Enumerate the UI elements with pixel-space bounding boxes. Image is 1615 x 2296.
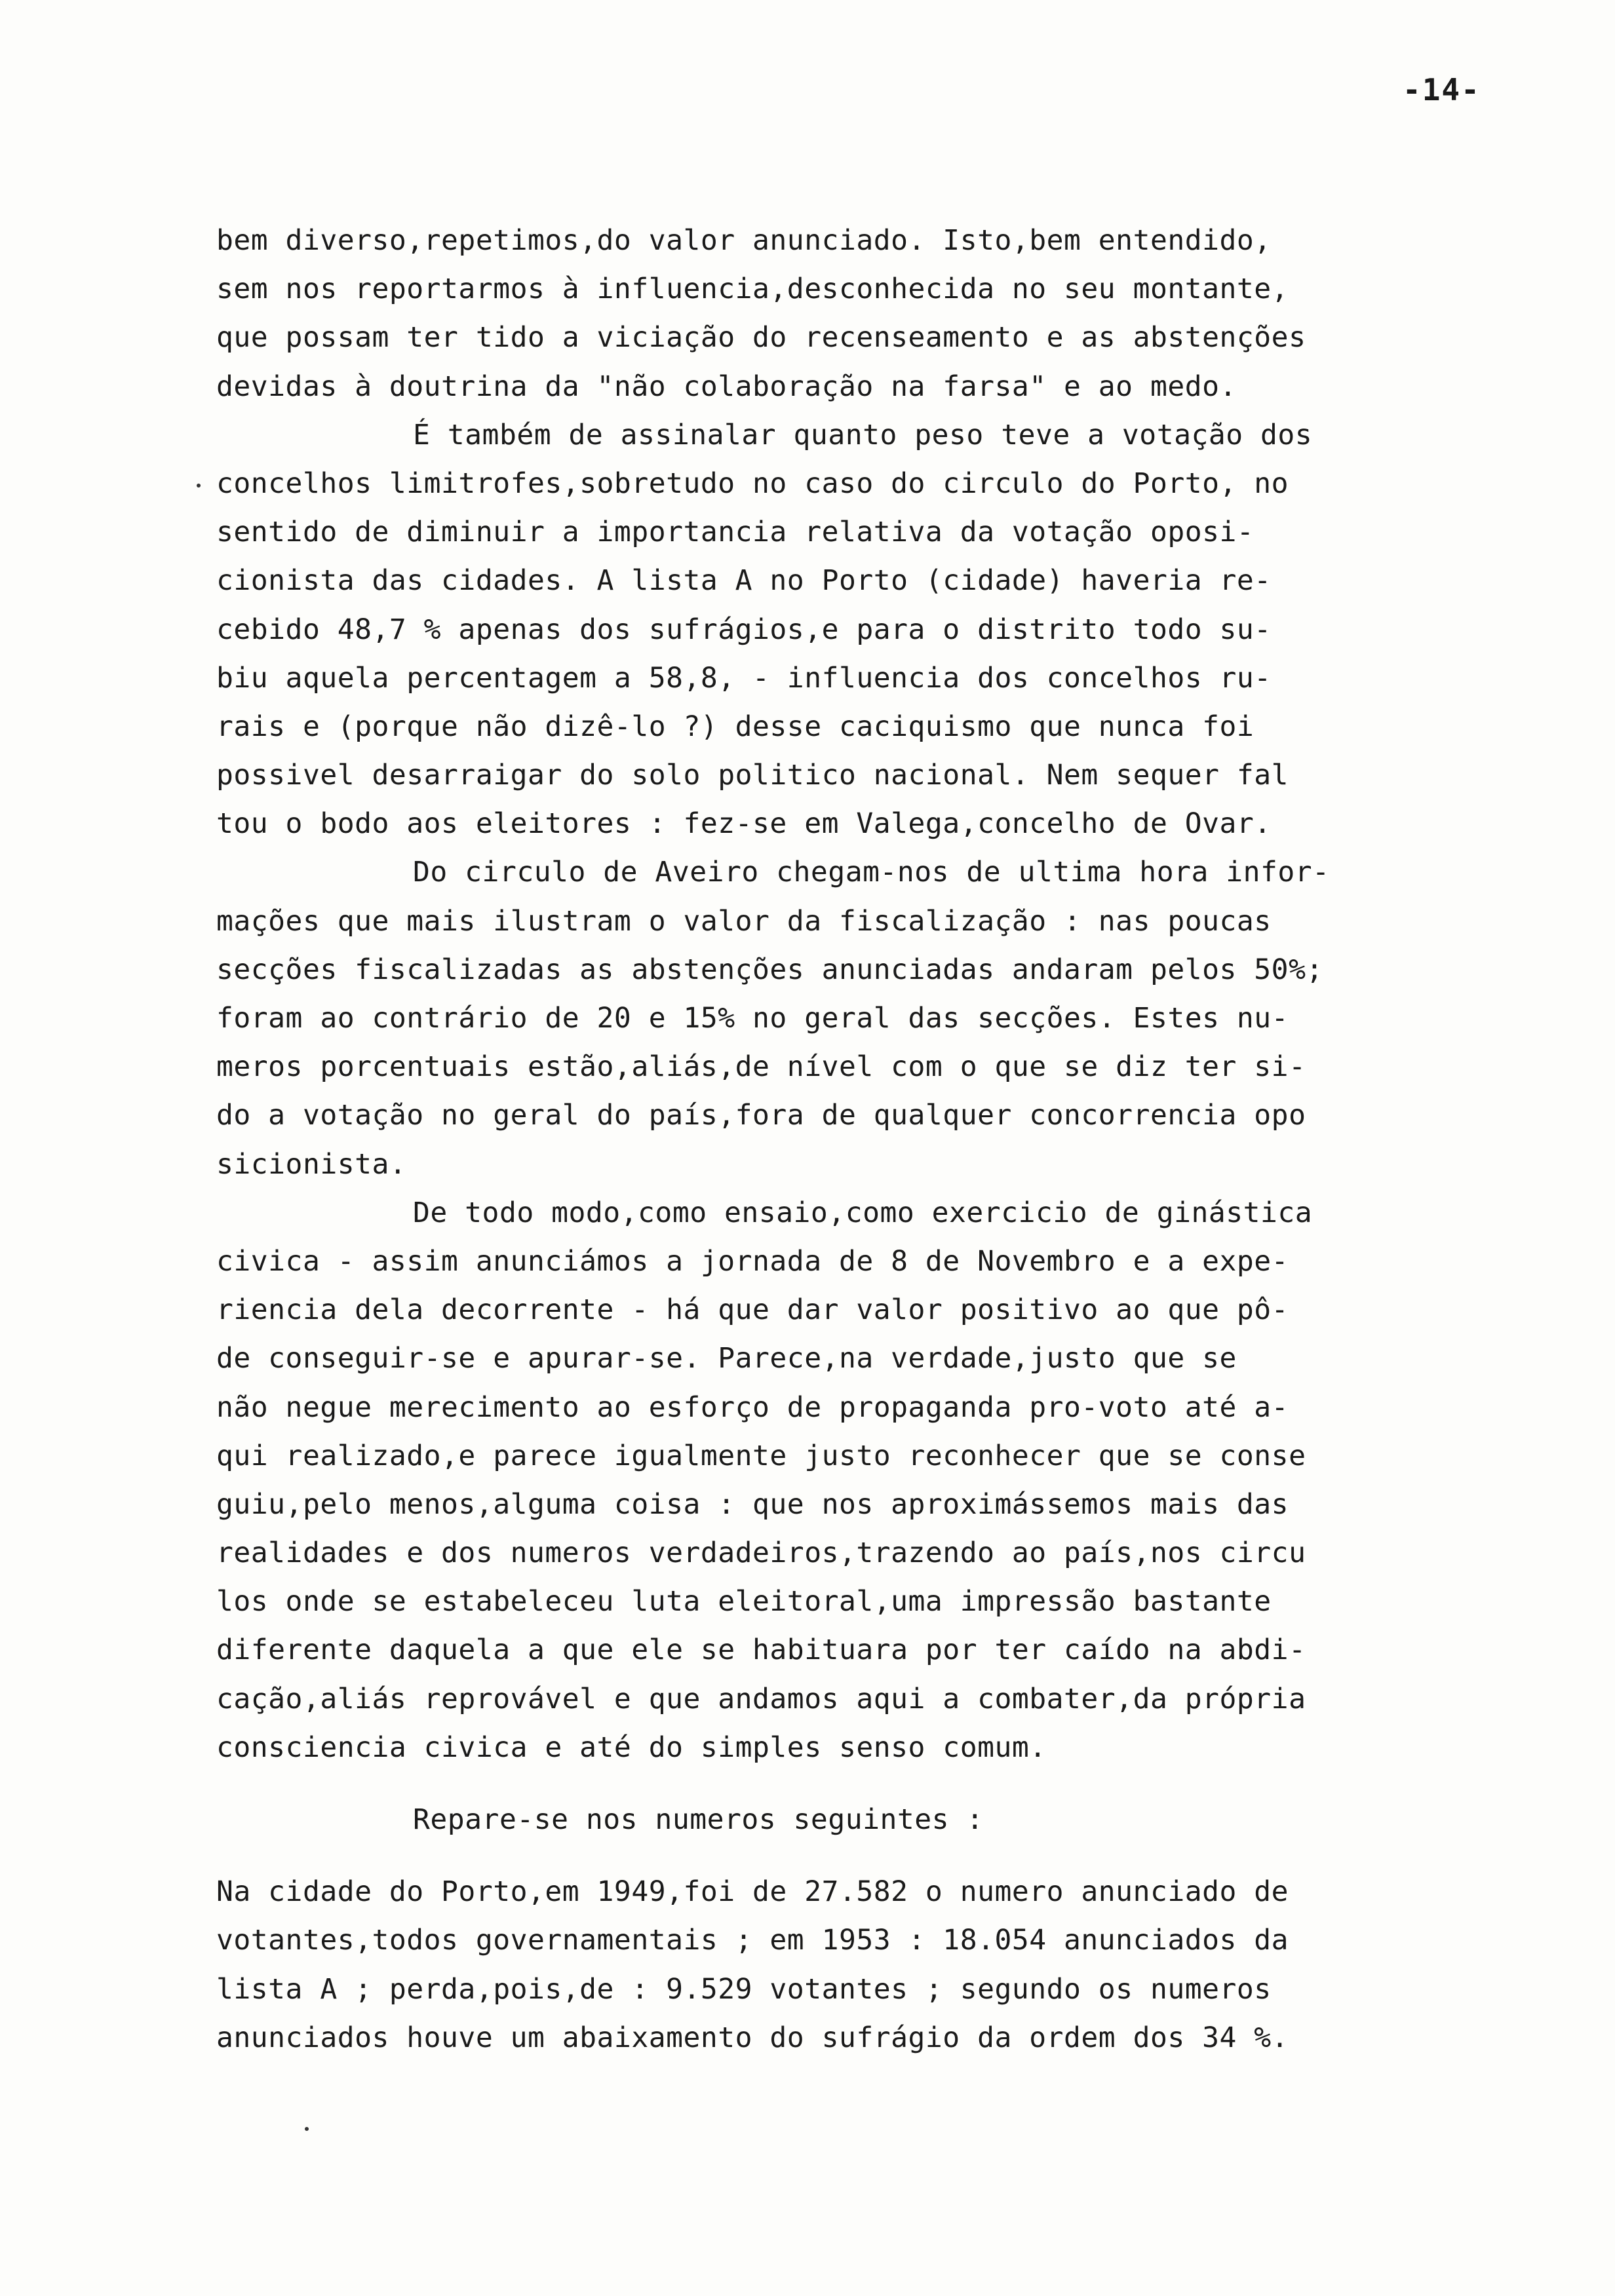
text-line: riencia dela decorrente - há que dar valor positivo ao que pô-	[216, 1293, 1289, 1327]
text-line: Do circulo de Aveiro chegam-nos de ultima hora infor-	[413, 856, 1330, 889]
body-text	[216, 216, 1449, 2062]
text-line: qui realizado,e parece igualmente justo reconhecer que se conse	[216, 1439, 1306, 1472]
text-line: rais e (porque não dizê-lo ?) desse caciquismo que nunca foi	[216, 710, 1255, 743]
text-line: É também de assinalar quanto peso teve a votação dos	[413, 418, 1313, 451]
text-line: realidades e dos numeros verdadeiros,trazendo ao país,nos circu	[216, 1537, 1306, 1570]
text-line: meros porcentuais estão,aliás,de nível com o que se diz ter si-	[216, 1050, 1306, 1084]
text-line: foram ao contrário de 20 e 15% no geral das secções. Estes nu-	[216, 1002, 1289, 1035]
text-line: do a votação no geral do país,fora de qualquer concorrencia opo	[216, 1099, 1306, 1132]
text-line: civica - assim anunciámos a jornada de 8 de Novembro e a expe-	[216, 1244, 1289, 1278]
text-line: votantes,todos governamentais ; em 1953 : 18.054 anunciados da	[216, 1924, 1289, 1957]
text-line: mações que mais ilustram o valor da fiscalização : nas poucas	[216, 904, 1272, 938]
text-line: não negue merecimento ao esforço de propaganda pro-voto até a-	[216, 1390, 1289, 1424]
text-line: bem diverso,repetimos,do valor anunciado. Isto,bem entendido,	[216, 224, 1272, 257]
text-line: tou o bodo aos eleitores : fez-se em Valega,concelho de Ovar.	[216, 807, 1272, 841]
text-line: biu aquela percentagem a 58,8, - influencia dos concelhos ru-	[216, 661, 1272, 695]
text-line: sicionista.	[216, 1147, 407, 1181]
text-line: secções fiscalizadas as abstenções anunciadas andaram pelos 50%;	[216, 953, 1323, 986]
text-line: diferente daquela a que ele se habituara por ter caído na abdi-	[216, 1634, 1306, 1667]
text-line: cebido 48,7 % apenas dos sufrágios,e para o distrito todo su-	[216, 613, 1272, 646]
text-line: sentido de diminuir a importancia relativa da votação oposi-	[216, 516, 1255, 549]
text-line: guiu,pelo menos,alguma coisa : que nos aproximássemos mais das	[216, 1487, 1289, 1521]
text-line: Na cidade do Porto,em 1949,foi de 27.582 o numero anunciado de	[216, 1875, 1289, 1909]
text-line: anunciados houve um abaixamento do sufrágio da ordem dos 34 %.	[216, 2021, 1289, 2054]
page-number: -14-	[1403, 72, 1481, 107]
text-line: cação,aliás reprovável e que andamos aqui a combater,da própria	[216, 1682, 1306, 1715]
text-line: los onde se estabeleceu luta eleitoral,uma impressão bastante	[216, 1585, 1272, 1618]
text-line: cionista das cidades. A lista A no Porto (cidade) haveria re-	[216, 564, 1272, 598]
ink-speck	[305, 2127, 309, 2131]
section-heading: Repare-se nos numeros seguintes :	[413, 1803, 984, 1836]
text-line: concelhos limitrofes,sobretudo no caso do circulo do Porto, no	[216, 467, 1289, 500]
text-line: sem nos reportarmos à influencia,desconhecida no seu montante,	[216, 273, 1289, 306]
text-line: lista A ; perda,pois,de : 9.529 votantes ; segundo os numeros	[216, 1972, 1272, 2006]
text-line: possivel desarraigar do solo politico nacional. Nem sequer fal	[216, 759, 1289, 792]
ink-speck	[197, 484, 201, 488]
text-line: de conseguir-se e apurar-se. Parece,na verdade,justo que se	[216, 1342, 1237, 1375]
text-line: consciencia civica e até do simples senso comum.	[216, 1731, 1047, 1764]
text-line: De todo modo,como ensaio,como exercicio de ginástica	[413, 1196, 1313, 1229]
text-line: que possam ter tido a viciação do recenseamento e as abstenções	[216, 321, 1306, 354]
text-line: devidas à doutrina da "não colaboração na farsa" e ao medo.	[216, 370, 1237, 403]
